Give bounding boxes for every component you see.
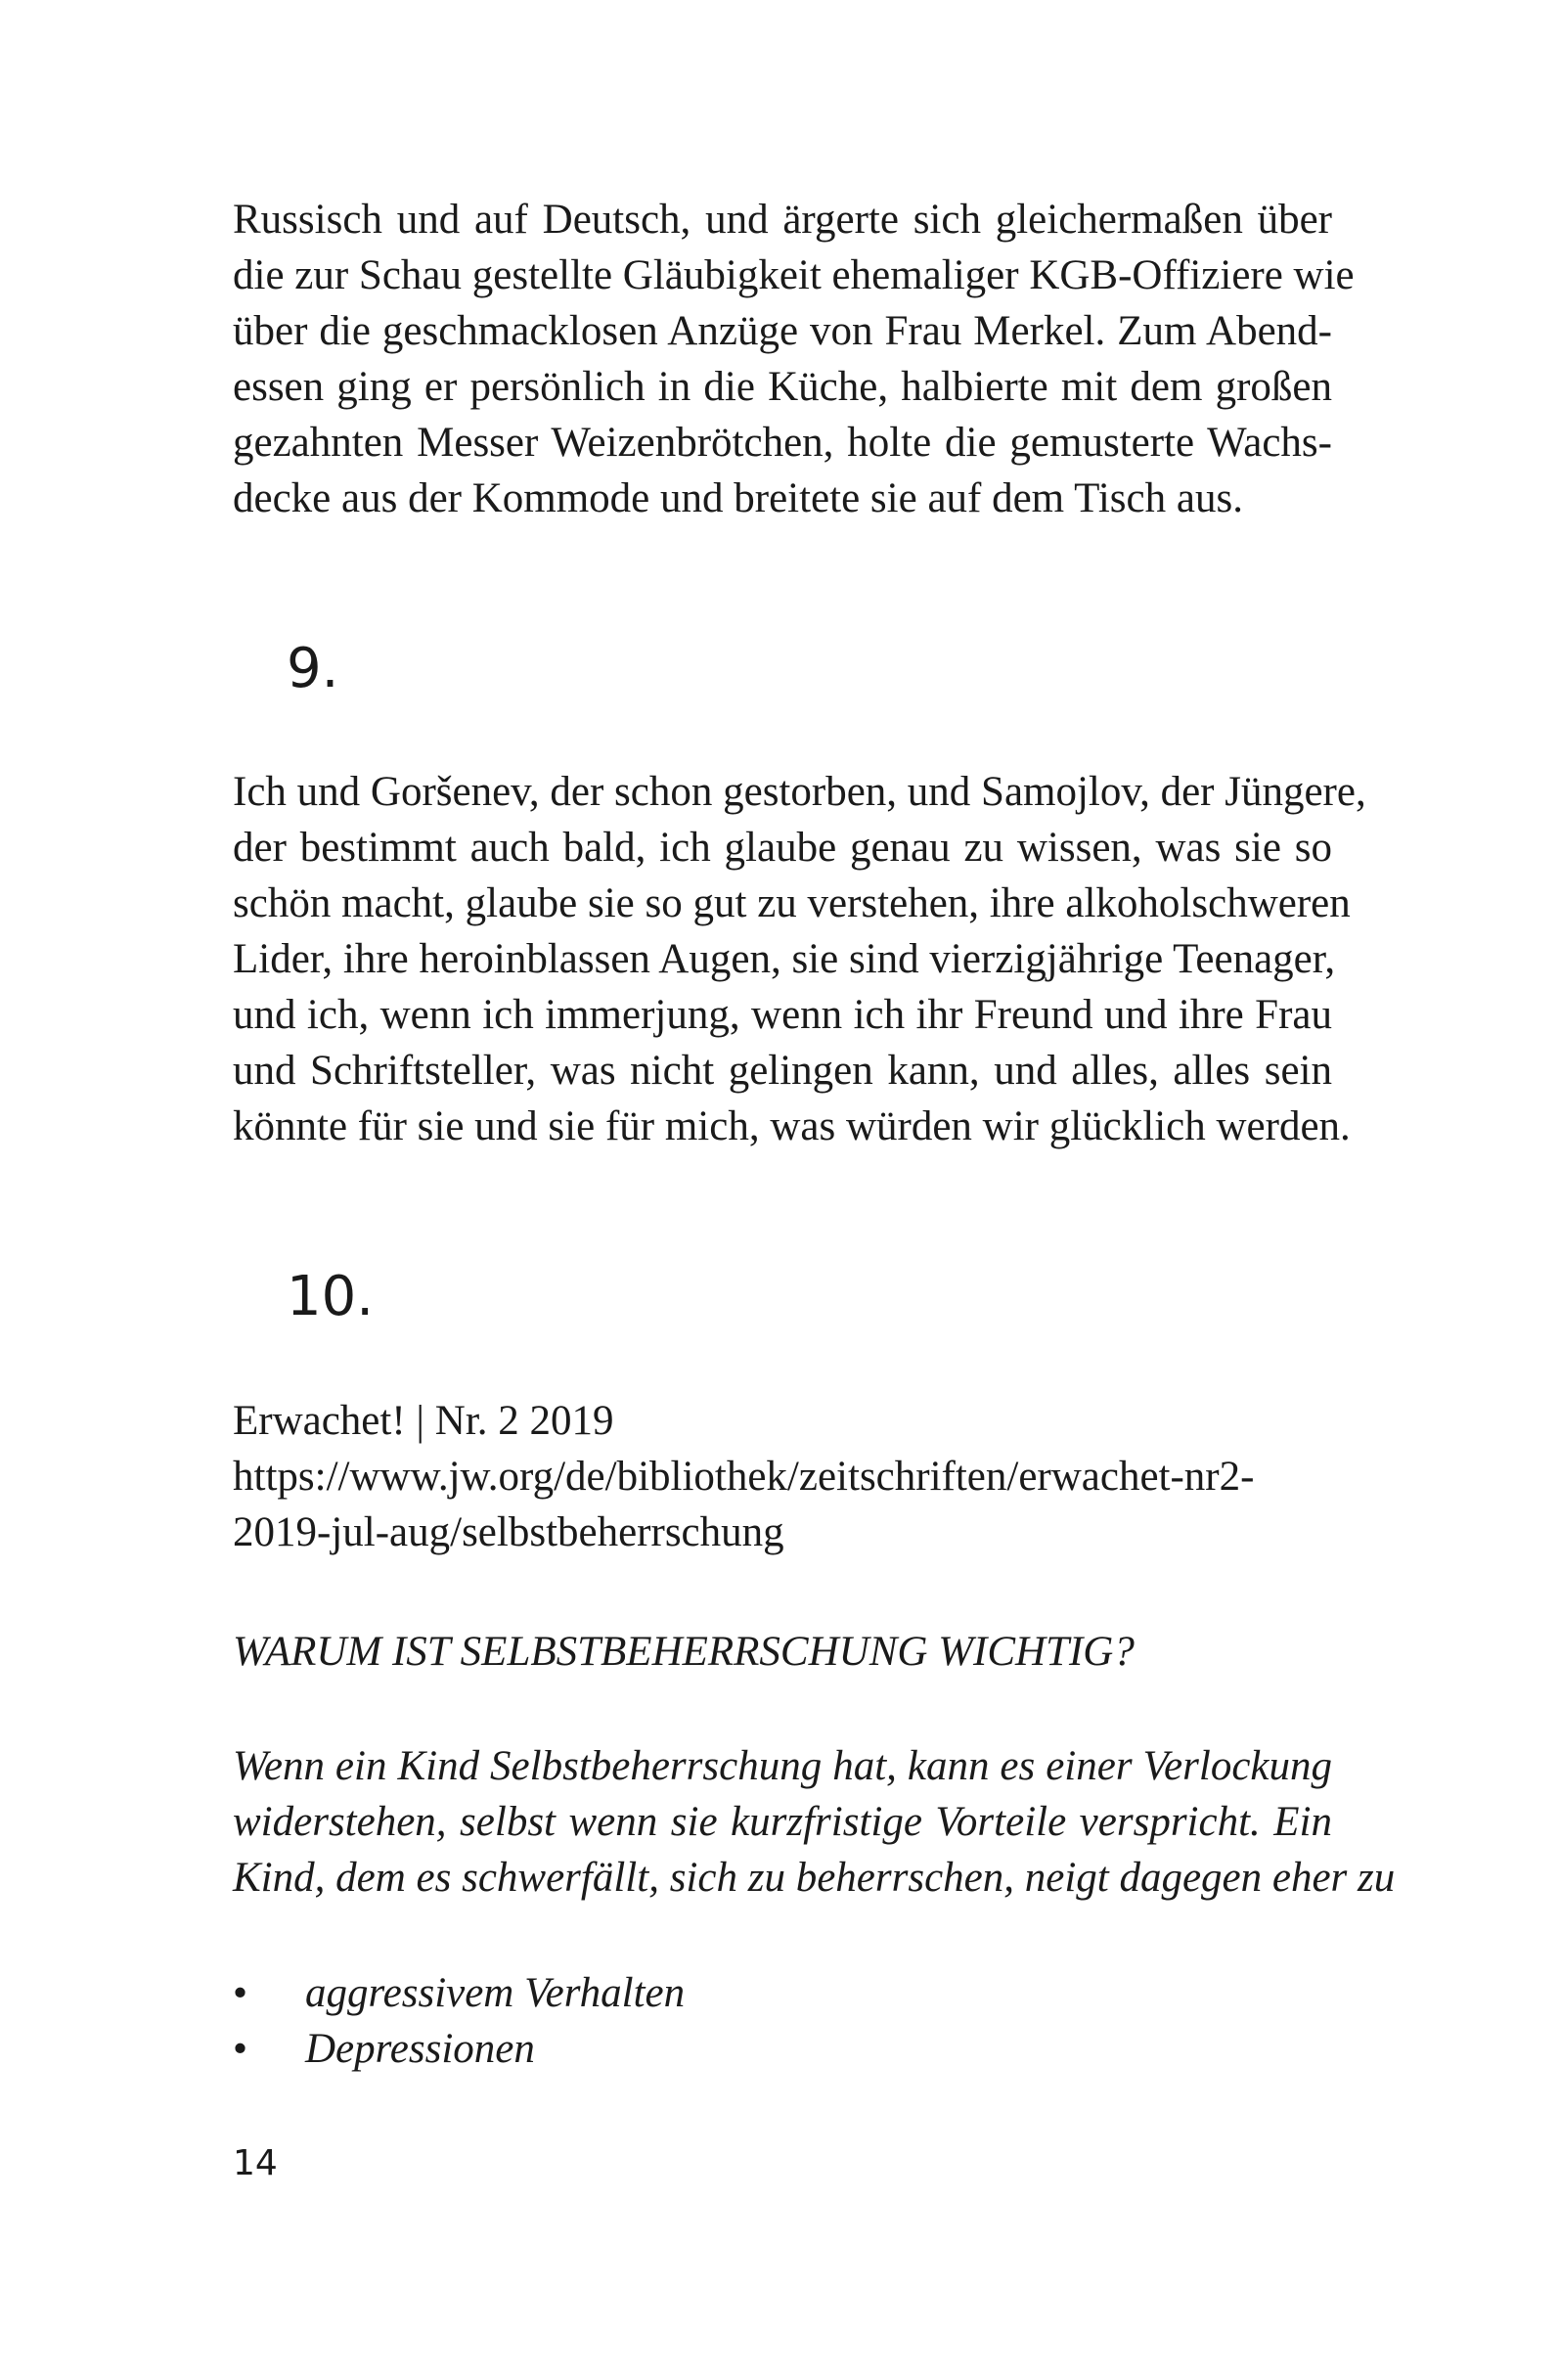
quote-line: Wenn ein Kind Selbstbeherrschung hat, kann es einer Verlockung <box>233 1743 1332 1789</box>
text-line: über die geschmacklosen Anzüge von Frau Merkel. Zum Abend- <box>233 308 1332 354</box>
text-line: die zur Schau gestellte Gläubigkeit ehemaliger KGB-Offiziere wie <box>233 252 1355 298</box>
text-line: könnte für sie und sie für mich, was würden wir glücklich werden. <box>233 1103 1351 1149</box>
text-line: decke aus der Kommode und breitete sie auf dem Tisch aus. <box>233 475 1243 521</box>
source-url: https://www.jw.org/de/bibliothek/zeitschriften/erwachet-nr2- <box>233 1454 1255 1500</box>
bullet-icon: • <box>233 1970 248 2016</box>
text-line: der bestimmt auch bald, ich glaube genau zu wissen, was sie so <box>233 825 1332 871</box>
bullet-icon: • <box>233 2026 248 2072</box>
quote-line: Kind, dem es schwerfällt, sich zu beherrschen, neigt dagegen eher zu <box>233 1855 1396 1901</box>
quote-line: widerstehen, selbst wenn sie kurzfristige Vorteile verspricht. Ein <box>233 1799 1332 1845</box>
text-line: Russisch und auf Deutsch, und ärgerte sich gleichermaßen über <box>233 197 1332 243</box>
quote-heading: WARUM IST SELBSTBEHERRSCHUNG WICHTIG? <box>233 1629 1135 1675</box>
list-item-text: aggressivem Verhalten <box>305 1970 686 2016</box>
text-line: essen ging er persönlich in die Küche, halbierte mit dem großen <box>233 364 1332 410</box>
source-title: Erwachet! | Nr. 2 2019 <box>233 1398 614 1444</box>
list-item-text: Depressionen <box>305 2026 535 2072</box>
text-line: gezahnten Messer Weizenbrötchen, holte die gemusterte Wachs- <box>233 420 1332 466</box>
text-line: Lider, ihre heroinblassen Augen, sie sind vierzigjährige Teenager, <box>233 936 1336 982</box>
text-line: schön macht, glaube sie so gut zu verstehen, ihre alkoholschweren <box>233 880 1351 926</box>
text-line: Ich und Goršenev, der schon gestorben, und Samojlov, der Jüngere, <box>233 769 1366 815</box>
section-heading-10: 10. <box>287 1265 375 1328</box>
section-heading-9: 9. <box>287 637 339 700</box>
text-line: und ich, wenn ich immerjung, wenn ich ihr Freund und ihre Frau <box>233 992 1332 1038</box>
text-line: und Schriftsteller, was nicht gelingen kann, und alles, alles sein <box>233 1048 1332 1094</box>
source-url: 2019-jul-aug/selbstbeherrschung <box>233 1509 784 1555</box>
page-number: 14 <box>233 2143 278 2183</box>
